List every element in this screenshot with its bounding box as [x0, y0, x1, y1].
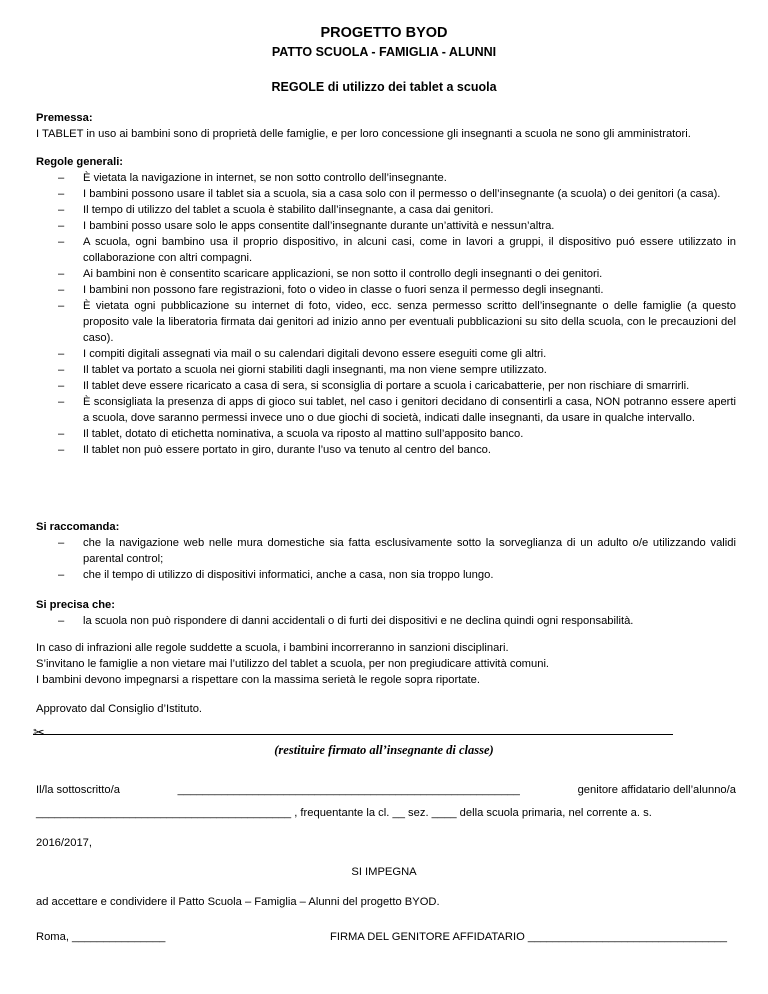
list-item	[36, 442, 736, 458]
approval-note: Approvato dal Consiglio d’Istituto.	[36, 703, 203, 715]
list-item	[36, 426, 736, 442]
document-subtitle: PATTO SCUOLA - FAMIGLIA - ALUNNI	[271, 45, 497, 59]
name-blank[interactable]: _______________________________________________________	[177, 784, 520, 796]
dash-bullet: –	[58, 348, 65, 360]
list-item-text: Il tablet non può essere portato in giro, durante l’uso va tenuto al centro del banco.	[83, 444, 491, 456]
form-place-date[interactable]: Roma, _______________	[36, 931, 166, 943]
list-item	[36, 613, 736, 629]
dash-bullet: –	[58, 444, 65, 456]
list-item-text: A scuola, ogni bambino usa il proprio dispositivo, in alcuni casi, come in lavori a gruppi, il dispositivo puó essere utilizzato in collaborazione con altri compagni.	[83, 236, 736, 264]
dash-bullet: –	[58, 537, 65, 549]
list-item	[36, 170, 736, 186]
dash-bullet: –	[58, 220, 65, 232]
list-item-text: I bambini possono usare il tablet sia a scuola, sia a casa solo con il permesso o dell’insegnante (a scuola) o dei genitori (a casa).	[83, 188, 721, 200]
document-title: PROGETTO BYOD	[320, 25, 448, 41]
list-item	[36, 186, 736, 202]
dash-bullet: –	[58, 364, 65, 376]
regole-label: Regole generali:	[36, 156, 124, 168]
dash-bullet: –	[58, 615, 65, 627]
form-line-1	[36, 782, 736, 798]
signature-line[interactable]: FIRMA DEL GENITORE AFFIDATARIO ________________________________	[330, 931, 727, 943]
school-year: 2016/2017,	[36, 837, 92, 849]
dash-bullet: –	[58, 188, 65, 200]
dash-bullet: –	[58, 236, 65, 248]
premessa-label: Premessa:	[36, 112, 93, 124]
list-item	[36, 282, 736, 298]
form-line-2	[36, 805, 736, 821]
form-label-sottoscritto: Il/la sottoscritto/a	[36, 784, 120, 796]
cut-line	[33, 734, 673, 735]
return-note: (restituire firmato all’insegnante di classe)	[274, 743, 494, 757]
raccomanda-section	[36, 519, 736, 583]
closing-section	[36, 640, 736, 688]
list-item-text: I bambini posso usare solo le apps consentite dall’insegnante durante un’attività e nessun’altra.	[83, 220, 555, 232]
list-item	[36, 298, 736, 346]
list-item-text: che il tempo di utilizzo di dispositivi informatici, anche a casa, non sia troppo lungo.	[83, 569, 494, 581]
regole-section	[36, 154, 736, 458]
list-item	[36, 346, 736, 362]
list-item-text: la scuola non può rispondere di danni accidentali o di furti dei dispositivi e ne declina quindi ogni responsabilità.	[83, 615, 634, 627]
form-label-genitore: genitore affidatario dell’alunno/a	[577, 784, 736, 796]
dash-bullet: –	[58, 300, 65, 312]
premessa-section	[36, 110, 736, 142]
precisa-label: Si precisa che:	[36, 599, 115, 611]
precisa-section	[36, 597, 736, 629]
list-item-text: È vietata la navigazione in internet, se non sotto controllo dell’insegnante.	[83, 172, 447, 184]
list-item	[36, 234, 736, 266]
dash-bullet: –	[58, 204, 65, 216]
closing-line: S’invitano le famiglie a non vietare mai l’utilizzo del tablet a scuola, per non pregiudicare attività comuni.	[36, 658, 550, 670]
list-item-text: Il tempo di utilizzo del tablet a scuola è stabilito dall’insegnante, a casa dai genitori.	[83, 204, 494, 216]
list-item	[36, 535, 736, 567]
list-item-text: Il tablet deve essere ricaricato a casa di sera, si sconsiglia di portare a scuola i caricabatterie, per non rischiare di smarrirli.	[83, 380, 690, 392]
precisa-list	[36, 613, 736, 629]
list-item-text: È sconsigliata la presenza di apps di gioco sui tablet, nel caso i genitori decidano di consentirli a casa, NON potranno essere aperti a scuola, dove saranno permessi invece uno o due giochi di società, indicati dalle insegnanti, da usare in qualche intervallo.	[83, 396, 736, 424]
list-item-text: Il tablet va portato a scuola nei giorni stabiliti dagli insegnanti, ma non viene sempre utilizzato.	[83, 364, 547, 376]
dash-bullet: –	[58, 428, 65, 440]
dash-bullet: –	[58, 268, 65, 280]
list-item	[36, 218, 736, 234]
list-item-text: I compiti digitali assegnati via mail o su calendari digitali devono essere eseguiti come gli altri.	[83, 348, 547, 360]
dash-bullet: –	[58, 172, 65, 184]
list-item-text: I bambini non possono fare registrazioni, foto o video in classe o fuori senza il permesso degli insegnanti.	[83, 284, 604, 296]
list-item	[36, 202, 736, 218]
list-item-text: È vietata ogni pubblicazione su internet di foto, video, ecc. senza permesso scritto dell’insegnante o delle famiglie (a questo proposito vale la liberatoria firmata dai genitori ad inizio anno per eventuali pubblicazioni su sito della scuola, con le precauzioni del caso).	[83, 300, 736, 344]
section-heading: REGOLE di utilizzo dei tablet a scuola	[271, 80, 497, 94]
list-item-text: Ai bambini non è consentito scaricare applicazioni, se non sotto il controllo degli insegnanti o dei genitori.	[83, 268, 603, 280]
regole-list	[36, 170, 736, 458]
dash-bullet: –	[58, 396, 65, 408]
student-name-blank[interactable]: _________________________________________	[36, 807, 292, 819]
raccomanda-list	[36, 535, 736, 583]
premessa-text: I TABLET in uso ai bambini sono di proprietà delle famiglie, e per loro concessione gli insegnanti a scuola ne sono gli amministratori.	[36, 128, 691, 140]
list-item-text: Il tablet, dotato di etichetta nominativa, a scuola va riposto al mattino sull’apposito banco.	[83, 428, 524, 440]
form-class-text: , frequentante la cl. __ sez. ____ della scuola primaria, nel corrente a. s.	[291, 807, 652, 819]
list-item	[36, 394, 736, 426]
dash-bullet: –	[58, 380, 65, 392]
closing-line: In caso di infrazioni alle regole suddette a scuola, i bambini incorreranno in sanzioni disciplinari.	[36, 642, 509, 654]
dash-bullet: –	[58, 284, 65, 296]
list-item	[36, 567, 736, 583]
dash-bullet: –	[58, 569, 65, 581]
impegna-heading: SI IMPEGNA	[351, 866, 417, 878]
form-commitment-text: ad accettare e condividere il Patto Scuola – Famiglia – Alunni del progetto BYOD.	[36, 896, 440, 908]
list-item	[36, 378, 736, 394]
raccomanda-label: Si raccomanda:	[36, 521, 120, 533]
list-item-text: che la navigazione web nelle mura domestiche sia fatta esclusivamente sotto la sorveglianza di un adulto o/e utilizzando validi parental control;	[83, 537, 736, 565]
list-item	[36, 266, 736, 282]
closing-line: I bambini devono impegnarsi a rispettare con la massima serietà le regole sopra riportate.	[36, 674, 480, 686]
list-item	[36, 362, 736, 378]
scissors-icon: ✂	[33, 724, 45, 740]
